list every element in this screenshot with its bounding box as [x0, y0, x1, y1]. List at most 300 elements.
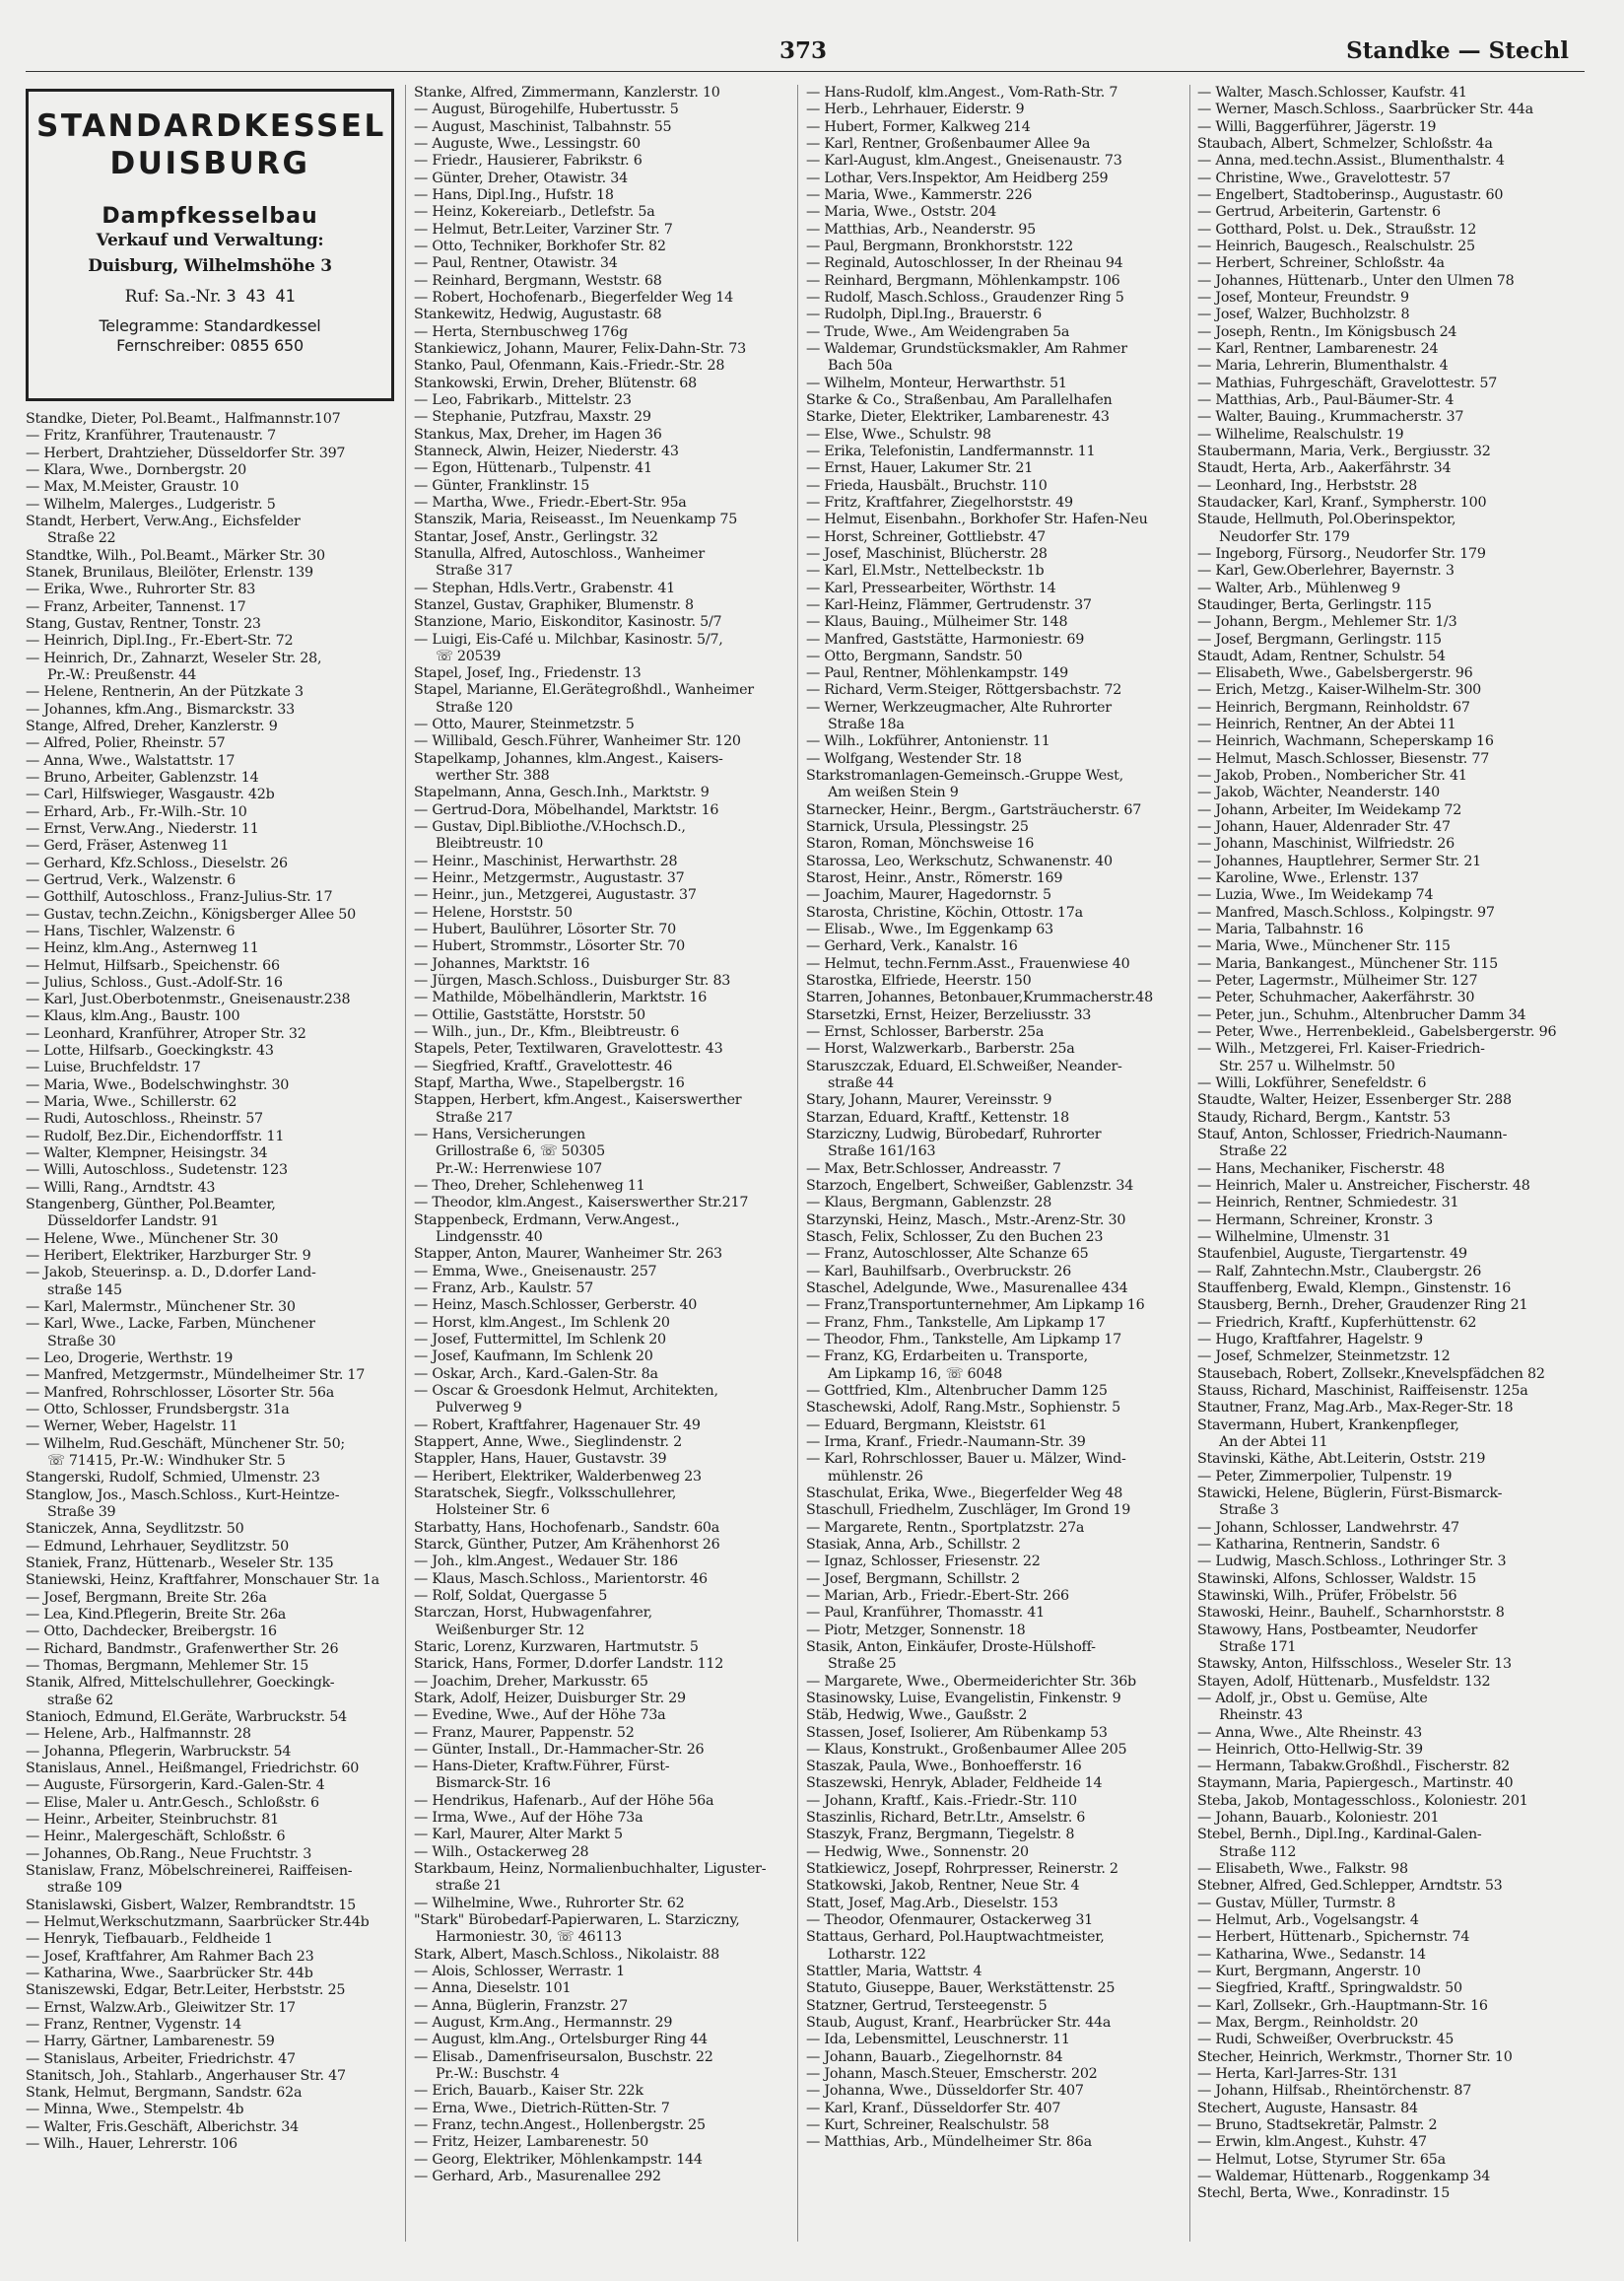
directory-entry: — Gertrud, Arbeiterin, Gartenstr. 6	[1197, 204, 1441, 221]
directory-entry: Stasiak, Anna, Arb., Schillstr. 2	[806, 1536, 1021, 1553]
directory-entry: Stappert, Anne, Wwe., Sieglindenstr. 2	[414, 1433, 682, 1450]
directory-entry: — Heinrich, Wachmann, Scheperskamp 16	[1197, 733, 1494, 750]
directory-entry: — Auguste, Wwe., Lessingstr. 60	[414, 135, 641, 152]
directory-entry: — Leo, Fabrikarb., Mittelstr. 23	[414, 391, 632, 408]
directory-entry: — Mathilde, Möbelhändlerin, Marktstr. 16	[414, 990, 708, 1006]
directory-entry: — Hans-Dieter, Kraftw.Führer, Fürst-	[414, 1759, 670, 1775]
directory-entry: Statkiewicz, Josepf, Rohrpresser, Reinerstr. 2	[806, 1861, 1118, 1878]
directory-entry: — Johann, Bergm., Mehlemer Str. 1/3	[1197, 614, 1457, 631]
directory-entry: — Karl, Pressearbeiter, Wörthstr. 14	[806, 580, 1056, 596]
directory-entry: Staniszewski, Edgar, Betr.Leiter, Herbststr. 25	[26, 1982, 346, 1999]
directory-entry: — Fritz, Heizer, Lambarenestr. 50	[414, 2134, 648, 2151]
directory-entry: — Anna, Wwe., Alte Rheinstr. 43	[1197, 1724, 1422, 1741]
directory-entry: — Reinhard, Bergmann, Weststr. 68	[414, 272, 662, 289]
directory-entry: — Siegfried, Kraftf., Springwaldstr. 50	[1197, 1980, 1462, 1997]
ad-phone-label: Ruf: Sa.-Nr.	[124, 286, 222, 307]
directory-entry: — Elisab., Damenfriseursalon, Buschstr. 22	[414, 2048, 713, 2065]
directory-entry: — Heinr., Malergeschäft, Schloßstr. 6	[26, 1829, 286, 1845]
directory-entry: — Else, Wwe., Schulstr. 98	[806, 426, 991, 443]
directory-entry: — Klaus, Konstrukt., Großenbaumer Allee 205	[806, 1741, 1127, 1758]
directory-entry: — Johannes, kfm.Ang., Bismarckstr. 33	[26, 701, 295, 718]
directory-entry: — Lothar, Vers.Inspektor, Am Heidberg 259	[806, 170, 1109, 186]
directory-entry: — Paul, Rentner, Otawistr. 34	[414, 255, 618, 272]
directory-entry: — Eduard, Bergmann, Kleiststr. 61	[806, 1417, 1048, 1433]
directory-entry-continuation: Str. 257 u. Wilhelmstr. 50	[1219, 1058, 1395, 1074]
directory-entry: — Margarete, Wwe., Obermeiderichter Str. 36b	[806, 1673, 1136, 1690]
directory-entry: — Fritz, Kraftfahrer, Ziegelhorststr. 49	[806, 494, 1073, 511]
directory-entry: — Joseph, Rentn., Im Königsbusch 24	[1197, 323, 1457, 340]
directory-entry: Standt, Herbert, Verw.Ang., Eichsfelder	[26, 513, 301, 529]
directory-entry: — Heinrich, Baugesch., Realschulstr. 25	[1197, 238, 1475, 254]
directory-entry: — Ignaz, Schlosser, Friesenstr. 22	[806, 1554, 1041, 1570]
directory-entry: — Auguste, Fürsorgerin, Kard.-Galen-Str. 4	[26, 1777, 325, 1794]
directory-entry-continuation: Pulverweg 9	[436, 1400, 522, 1417]
directory-entry: — Joachim, Dreher, Markusstr. 65	[414, 1673, 648, 1690]
directory-entry: Stauss, Richard, Maschinist, Raiffeisenstr. 125a	[1197, 1382, 1528, 1399]
directory-entry-continuation: Lindgensstr. 40	[436, 1228, 543, 1245]
directory-entry: Stawinski, Wilh., Prüfer, Fröbelstr. 56	[1197, 1587, 1457, 1604]
directory-entry: — Josef, Monteur, Freundstr. 9	[1197, 289, 1409, 306]
directory-entry: — Theodor, klm.Angest., Kaiserswerther Str.217	[414, 1195, 749, 1211]
directory-entry-continuation: Straße 39	[47, 1504, 116, 1520]
directory-entry: — Rudi, Autoschloss., Rheinstr. 57	[26, 1111, 263, 1128]
directory-entry: Standke, Dieter, Pol.Beamt., Halfmannstr.107	[26, 411, 341, 427]
directory-entry: Stapelkamp, Johannes, klm.Angest., Kaisers-	[414, 750, 723, 767]
directory-entry: — Harry, Gärtner, Lambarenestr. 59	[26, 2034, 275, 2050]
directory-entry: — Stanislaus, Arbeiter, Friedrichstr. 47	[26, 2050, 296, 2067]
directory-entry: Stantar, Josef, Anstr., Gerlingstr. 32	[414, 528, 658, 545]
directory-entry: Staszinlis, Richard, Betr.Ltr., Amselstr. 6	[806, 1810, 1086, 1827]
directory-entry: Stechert, Auguste, Hansastr. 84	[1197, 2100, 1418, 2116]
directory-entry: — Helmut,Werkschutzmann, Saarbrücker Str.44b	[26, 1913, 370, 1930]
directory-entry: — Katharina, Wwe., Sedanstr. 14	[1197, 1946, 1426, 1963]
directory-entry: — Richard, Bandmstr., Grafenwerther Str. 26	[26, 1640, 339, 1657]
directory-entry-continuation: Straße 161/163	[828, 1143, 936, 1160]
directory-entry: — Gertrud, Verk., Walzenstr. 6	[26, 871, 236, 888]
directory-entry: — Richard, Verm.Steiger, Röttgersbachstr. 72	[806, 682, 1122, 699]
directory-entry: — Alfred, Polier, Rheinstr. 57	[26, 735, 226, 752]
directory-entry: — Klaus, klm.Ang., Baustr. 100	[26, 1008, 240, 1025]
running-head: Standke — Stechl	[1346, 37, 1569, 64]
directory-entry: — Karl, Zollsekr., Grh.-Hauptmann-Str. 16	[1197, 1997, 1488, 2014]
directory-entry-continuation: straße 145	[47, 1281, 122, 1298]
directory-entry: Staub, August, Kranf., Hearbrücker Str. 44a	[806, 2015, 1112, 2032]
directory-entry: Stankiewicz, Johann, Maurer, Felix-Dahn-Str. 73	[414, 340, 746, 357]
directory-entry: — Helene, Wwe., Münchener Str. 30	[26, 1230, 279, 1247]
directory-entry: — Johann, Kraftf., Kais.-Friedr.-Str. 110	[806, 1792, 1077, 1809]
directory-entry: — Helmut, Masch.Schlosser, Biesenstr. 77	[1197, 750, 1490, 767]
directory-entry: Stawoski, Heinr., Bauhelf., Scharnhorststr. 8	[1197, 1605, 1505, 1622]
directory-entry: — Joh., klm.Angest., Wedauer Str. 186	[414, 1554, 678, 1570]
directory-entry: — Wilhelm, Malerges., Ludgeristr. 5	[26, 496, 276, 513]
directory-entry: — Walter, Masch.Schlosser, Kaufstr. 41	[1197, 85, 1467, 101]
ad-phone	[36, 286, 383, 307]
directory-entry: Stanzel, Gustav, Graphiker, Blumenstr. 8	[414, 596, 694, 613]
directory-entry: Stäb, Hedwig, Wwe., Gaußstr. 2	[806, 1707, 1028, 1724]
directory-entry: — Irma, Wwe., Auf der Höhe 73a	[414, 1810, 643, 1827]
directory-entry-continuation: Straße 112	[1219, 1843, 1297, 1860]
directory-entry: Stapf, Martha, Wwe., Stapelbergstr. 16	[414, 1075, 685, 1092]
directory-entry: — Minna, Wwe., Stempelstr. 4b	[26, 2102, 244, 2118]
directory-entry: — Paul, Rentner, Möhlenkampstr. 149	[806, 665, 1068, 682]
directory-entry: — Henryk, Tiefbauarb., Feldheide 1	[26, 1931, 273, 1948]
directory-entry: — Karl, Malermstr., Münchener Str. 30	[26, 1299, 296, 1316]
directory-entry: — Herbert, Hüttenarb., Spichernstr. 74	[1197, 1929, 1470, 1946]
advertisement-box	[26, 89, 394, 401]
directory-entry-continuation: Straße 317	[436, 563, 513, 580]
directory-entry: — Walter, Klempner, Heisingstr. 34	[26, 1145, 268, 1162]
directory-entry-continuation: Straße 22	[47, 530, 116, 547]
directory-entry: Staubermann, Maria, Verk., Bergiusstr. 32	[1197, 443, 1491, 459]
directory-entry: — Gottfried, Klm., Altenbrucher Damm 125	[806, 1382, 1108, 1399]
directory-entry: — Ernst, Schlosser, Barberstr. 25a	[806, 1024, 1045, 1041]
directory-entry: — Johann, Hilfsab., Rheintörchenstr. 87	[1197, 2083, 1472, 2100]
directory-entry: — Friedr., Hausierer, Fabrikstr. 6	[414, 153, 643, 170]
directory-entry: Stawinski, Alfons, Schlosser, Waldstr. 15	[1197, 1570, 1476, 1587]
directory-entry: Stavermann, Hubert, Krankenpfleger,	[1197, 1417, 1459, 1433]
directory-column-3	[806, 85, 1183, 2261]
directory-entry: — Johannes, Ob.Rang., Neue Fruchtstr. 3	[26, 1845, 312, 1862]
directory-entry: — Günter, Install., Dr.-Hammacher-Str. 26	[414, 1741, 705, 1758]
directory-entry: — Karl-Heinz, Flämmer, Gertrudenstr. 37	[806, 596, 1092, 613]
directory-entry: Staschel, Adelgunde, Wwe., Masurenallee 434	[806, 1279, 1128, 1296]
directory-entry: — Gotthard, Polst. u. Dek., Straußstr. 12	[1197, 221, 1477, 238]
directory-entry: — Hans, Tischler, Walzenstr. 6	[26, 923, 236, 939]
directory-entry: Stebner, Alfred, Ged.Schlepper, Arndtstr. 53	[1197, 1878, 1503, 1895]
directory-entry-continuation: ☏ 20539	[436, 648, 502, 664]
directory-entry: — Maria, Wwe., Oststr. 204	[806, 204, 997, 221]
directory-entry: Stasch, Felix, Schlosser, Zu den Buchen 23	[806, 1228, 1104, 1245]
directory-entry: — Willi, Rang., Arndtstr. 43	[26, 1179, 216, 1196]
directory-entry: — Wilhelmine, Wwe., Ruhrorter Str. 62	[414, 1895, 685, 1911]
directory-entry: — Oskar, Arch., Kard.-Galen-Str. 8a	[414, 1365, 658, 1382]
directory-entry: Stark, Albert, Masch.Schloss., Nikolaistr. 88	[414, 1946, 719, 1963]
directory-entry: Stanislaw, Franz, Möbelschreinerei, Raiffeisen-	[26, 1862, 353, 1879]
directory-entry: — Franz, Rentner, Vygenstr. 14	[26, 2016, 241, 2033]
directory-entry: Staubach, Albert, Schmelzer, Schloßstr. 4a	[1197, 135, 1493, 152]
directory-entry: — Oscar & Groesdonk Helmut, Architekten,	[414, 1382, 718, 1399]
directory-entry: — Josef, Schmelzer, Steinmetzstr. 12	[1197, 1348, 1451, 1365]
directory-entry: — Jakob, Steuerinsp. a. D., D.dorfer Land-	[26, 1265, 316, 1281]
directory-entry: — Gustav, Dipl.Bibliothe./V.Hochsch.D.,	[414, 819, 686, 836]
directory-entry: Staszak, Paula, Wwe., Bonhoefferstr. 16	[806, 1759, 1082, 1775]
directory-entry: — Klaus, Bauing., Mülheimer Str. 148	[806, 614, 1068, 631]
directory-entry: — Horst, Schreiner, Gottliebstr. 47	[806, 528, 1046, 545]
directory-entry: Starost, Heinr., Anstr., Römerstr. 169	[806, 870, 1063, 887]
directory-entry: — Waldemar, Grundstücksmakler, Am Rahmer	[806, 340, 1127, 357]
directory-entry: — Franz, Fhm., Tankstelle, Am Lipkamp 17	[806, 1314, 1106, 1331]
directory-entry: Stawowy, Hans, Postbeamter, Neudorfer	[1197, 1622, 1478, 1638]
directory-entry: — Carl, Hilfswieger, Wasgaustr. 42b	[26, 787, 275, 803]
directory-entry: — Wolfgang, Westender Str. 18	[806, 750, 1022, 767]
directory-entry: — Herbert, Drahtzieher, Düsseldorfer Str. 397	[26, 445, 346, 461]
directory-entry: — Reinhard, Bergmann, Möhlenkampstr. 106	[806, 272, 1120, 289]
directory-entry: Staudt, Adam, Rentner, Schulstr. 54	[1197, 648, 1446, 664]
directory-entry-continuation: Pr.-W.: Preußenstr. 44	[47, 666, 197, 683]
directory-entry: — Hans-Rudolf, klm.Angest., Vom-Rath-Str. 7	[806, 85, 1118, 101]
directory-entry: — Egon, Hüttenarb., Tulpenstr. 41	[414, 460, 652, 477]
directory-entry: — Horst, Walzwerkarb., Barberstr. 25a	[806, 1041, 1075, 1058]
directory-entry: — Gustav, techn.Zeichn., Königsberger Allee 50	[26, 906, 356, 923]
directory-entry: — Irma, Kranf., Friedr.-Naumann-Str. 39	[806, 1433, 1086, 1450]
directory-entry: — Karl, Gew.Oberlehrer, Bayernstr. 3	[1197, 563, 1455, 580]
directory-entry: Stankus, Max, Dreher, im Hagen 36	[414, 426, 662, 443]
directory-entry: — Elise, Maler u. Antr.Gesch., Schloßstr. 6	[26, 1794, 319, 1811]
directory-entry: — Joachim, Maurer, Hagedornstr. 5	[806, 887, 1051, 904]
directory-entry: Stechl, Berta, Wwe., Konradinstr. 15	[1197, 2185, 1451, 2202]
directory-entry: — Heinr., Arbeiter, Steinbruchstr. 81	[26, 1811, 279, 1828]
directory-entry: Stausberg, Bernh., Dreher, Graudenzer Ring 21	[1197, 1297, 1528, 1314]
directory-entry: — Lea, Kind.Pflegerin, Breite Str. 26a	[26, 1606, 287, 1623]
directory-entry: — Siegfried, Kraftf., Gravelottestr. 46	[414, 1058, 673, 1074]
directory-entry: Stanneck, Alwin, Heizer, Niederstr. 43	[414, 443, 679, 459]
directory-entry: — Heinrich, Maler u. Anstreicher, Fischerstr. 48	[1197, 1178, 1530, 1194]
directory-entry: — Maria, Wwe., Bodelschwinghstr. 30	[26, 1076, 290, 1093]
directory-entry: Stanislawski, Gisbert, Walzer, Rembrandtstr. 15	[26, 1897, 356, 1913]
directory-entry: — Otto, Techniker, Borkhofer Str. 82	[414, 238, 666, 254]
directory-entry: — Luise, Bruchfeldstr. 17	[26, 1060, 201, 1076]
directory-entry: Staric, Lorenz, Kurzwaren, Hartmutstr. 5	[414, 1638, 699, 1655]
directory-entry: — Heinrich, Rentner, Schmiedestr. 31	[1197, 1195, 1459, 1211]
directory-entry-continuation: Holsteiner Str. 6	[436, 1502, 550, 1519]
directory-entry: — Otto, Dachdecker, Breibergstr. 16	[26, 1624, 277, 1640]
directory-entry: Stanislaus, Annel., Heißmangel, Friedrichstr. 60	[26, 1760, 360, 1776]
directory-entry: — Josef, Walzer, Buchholzstr. 8	[1197, 307, 1410, 323]
ad-telex: Fernschreiber: 0855 650	[116, 335, 304, 355]
directory-entry: Stebel, Bernh., Dipl.Ing., Kardinal-Galen-	[1197, 1827, 1482, 1843]
directory-entry: — Helene, Rentnerin, An der Pützkate 3	[26, 684, 304, 701]
directory-entry: Stangenberg, Günther, Pol.Beamter,	[26, 1197, 276, 1213]
directory-entry: — Heinrich, Bergmann, Reinholdstr. 67	[1197, 699, 1470, 716]
directory-entry: Staniczek, Anna, Seydlitzstr. 50	[26, 1521, 244, 1538]
directory-entry: Stanek, Brunilaus, Bleilöter, Erlenstr. 139	[26, 564, 313, 581]
directory-entry: — Karl, Just.Oberbotenmstr., Gneisenaustr.238	[26, 992, 351, 1008]
directory-entry: — Erwin, klm.Angest., Kuhstr. 47	[1197, 2134, 1427, 2151]
directory-entry: — Heinrich, Rentner, An der Abtei 11	[1197, 717, 1456, 733]
directory-entry: Starostka, Elfriede, Heerstr. 150	[806, 973, 1032, 990]
directory-entry: — Emma, Wwe., Gneisenaustr. 257	[414, 1263, 657, 1279]
directory-entry: — Johann, Arbeiter, Im Weidekamp 72	[1197, 801, 1462, 818]
ad-phone-number: 3 43 41	[226, 286, 296, 307]
directory-entry: — Kurt, Bergmann, Angerstr. 10	[1197, 1964, 1421, 1980]
directory-entry: — Peter, Schuhmacher, Aakerfährstr. 30	[1197, 990, 1475, 1006]
directory-entry: — Johanna, Wwe., Düsseldorfer Str. 407	[806, 2083, 1084, 2100]
directory-entry: — Christine, Wwe., Gravelottestr. 57	[1197, 170, 1451, 186]
directory-entry: — Josef, Bergmann, Gerlingstr. 115	[1197, 631, 1442, 648]
directory-entry: Statkowski, Jakob, Rentner, Neue Str. 4	[806, 1878, 1080, 1895]
directory-entry: — Theodor, Fhm., Tankstelle, Am Lipkamp 17	[806, 1331, 1121, 1348]
directory-entry: — Josef, Kaufmann, Im Schlenk 20	[414, 1348, 653, 1365]
directory-entry: — Matthias, Arb., Mündelheimer Str. 86a	[806, 2134, 1092, 2151]
directory-entry: — Hermann, Tabakw.Großhdl., Fischerstr. 82	[1197, 1759, 1511, 1775]
directory-entry: — Johann, Masch.Steuer, Emscherstr. 202	[806, 2066, 1098, 2083]
directory-entry: — Helene, Horststr. 50	[414, 904, 573, 921]
directory-entry: — Walter, Fris.Geschäft, Alberichstr. 34	[26, 2118, 299, 2135]
directory-entry: Stayen, Adolf, Hüttenarb., Musfeldstr. 132	[1197, 1673, 1491, 1690]
entry-list	[1197, 85, 1580, 2203]
directory-entry: Staudy, Richard, Bergm., Kantstr. 53	[1197, 1109, 1451, 1126]
directory-entry: — Jakob, Proben., Nombericher Str. 41	[1197, 768, 1467, 785]
directory-entry-continuation: Straße 217	[436, 1109, 513, 1126]
directory-entry-continuation: straße 21	[436, 1878, 502, 1895]
directory-entry: — Lotte, Hilfsarb., Goeckingkstr. 43	[26, 1043, 274, 1060]
directory-entry: Stapelmann, Anna, Gesch.Inh., Marktstr. 9	[414, 785, 710, 801]
directory-entry: Stanioch, Edmund, El.Geräte, Warbruckstr. 54	[26, 1708, 347, 1725]
directory-entry: — Elisabeth, Wwe., Falkstr. 98	[1197, 1861, 1408, 1878]
directory-entry: — Erich, Metzg., Kaiser-Wilhelm-Str. 300	[1197, 682, 1482, 699]
directory-entry: — Leonhard, Ing., Herbststr. 28	[1197, 477, 1417, 494]
directory-entry: — Ernst, Hauer, Lakumer Str. 21	[806, 460, 1034, 477]
directory-entry-continuation: Pr.-W.: Buschstr. 4	[436, 2066, 560, 2083]
directory-entry: Starzynski, Heinz, Masch., Mstr.-Arenz-Str. 30	[806, 1211, 1126, 1228]
directory-entry: — Ernst, Verw.Ang., Niederstr. 11	[26, 820, 259, 837]
directory-entry: — Heinr., Metzgermstr., Augustastr. 37	[414, 870, 685, 887]
directory-entry: — Ottilie, Gaststätte, Horststr. 50	[414, 1006, 645, 1023]
directory-entry-continuation: Straße 18a	[828, 717, 905, 733]
directory-entry: — Willibald, Gesch.Führer, Wanheimer Str. 120	[414, 733, 741, 750]
directory-entry: — Max, Bergm., Reinholdstr. 20	[1197, 2015, 1418, 2032]
ad-address: Duisburg, Wilhelmshöhe 3	[88, 255, 332, 276]
directory-entry: — Franz,Transportunternehmer, Am Lipkamp 16	[806, 1297, 1145, 1314]
directory-entry: — Gerhard, Arb., Masurenallee 292	[414, 2169, 661, 2185]
directory-entry: Stange, Alfred, Dreher, Kanzlerstr. 9	[26, 718, 278, 734]
directory-entry: Staudte, Walter, Heizer, Essenberger Str. 288	[1197, 1092, 1512, 1109]
directory-entry-continuation: Straße 22	[1219, 1143, 1288, 1160]
directory-entry: — Elisab., Wwe., Im Eggenkamp 63	[806, 922, 1053, 938]
directory-column-1	[26, 85, 398, 2261]
directory-entry: — Wilh., Hauer, Lehrerstr. 106	[26, 2136, 237, 2153]
ad-office-label: Verkauf und Verwaltung:	[96, 231, 324, 251]
directory-entry: — Stephan, Hdls.Vertr., Grabenstr. 41	[414, 580, 676, 596]
directory-entry: — Rudolph, Dipl.Ing., Brauerstr. 6	[806, 307, 1042, 323]
ad-service: Dampfkesselbau	[102, 204, 318, 229]
directory-entry: — Johann, Bauarb., Ziegelhornstr. 84	[806, 2048, 1063, 2065]
directory-entry: Starke & Co., Straßenbau, Am Parallelhafen	[806, 391, 1113, 408]
directory-entry: — Robert, Kraftfahrer, Hagenauer Str. 49	[414, 1417, 701, 1433]
directory-entry: Starosta, Christine, Köchin, Ottostr. 17a	[806, 904, 1083, 921]
directory-entry: — Erika, Wwe., Ruhrorter Str. 83	[26, 582, 256, 598]
directory-entry: Stecher, Heinrich, Werkmstr., Thorner Str. 10	[1197, 2048, 1513, 2065]
directory-entry: Staudt, Herta, Arb., Aakerfährstr. 34	[1197, 460, 1452, 477]
directory-entry: — Erna, Wwe., Dietrich-Rütten-Str. 7	[414, 2100, 670, 2116]
directory-entry: Starzoch, Engelbert, Schweißer, Gablenzstr. 34	[806, 1178, 1134, 1194]
directory-entry: — Luzia, Wwe., Im Weidekamp 74	[1197, 887, 1434, 904]
directory-entry: — Wilh., jun., Dr., Kfm., Bleibtreustr. 6	[414, 1024, 680, 1041]
directory-entry: — Josef, Maschinist, Blücherstr. 28	[806, 545, 1048, 562]
directory-entry-continuation: Rheinstr. 43	[1219, 1707, 1303, 1724]
header-rule	[26, 71, 1585, 72]
directory-entry: Starke, Dieter, Elektriker, Lambarenestr. 43	[806, 409, 1110, 426]
directory-entry: — Peter, jun., Schuhm., Altenbrucher Damm 34	[1197, 1006, 1526, 1023]
directory-entry: Staszewski, Henryk, Ablader, Feldheide 14	[806, 1775, 1103, 1792]
directory-entry: — Robert, Hochofenarb., Biegerfelder Weg 14	[414, 289, 733, 306]
directory-entry: — Johannes, Hauptlehrer, Sermer Str. 21	[1197, 853, 1482, 869]
directory-entry: "Stark" Bürobedarf-Papierwaren, L. Starziczny,	[414, 1912, 740, 1929]
directory-entry: — Erich, Bauarb., Kaiser Str. 22k	[414, 2083, 643, 2100]
directory-entry: — Erhard, Arb., Fr.-Wilh.-Str. 10	[26, 803, 247, 820]
directory-entry: — Stephanie, Putzfrau, Maxstr. 29	[414, 409, 651, 426]
directory-entry: Stanszik, Maria, Reiseasst., Im Neuenkamp 75	[414, 512, 738, 528]
directory-entry: — Leonhard, Kranführer, Atroper Str. 32	[26, 1025, 306, 1042]
directory-entry-continuation: ☏ 71415, Pr.-W.: Windhuker Str. 5	[47, 1453, 286, 1470]
directory-entry: — Jakob, Wächter, Neanderstr. 140	[1197, 785, 1440, 801]
directory-entry: Stank, Helmut, Bergmann, Sandstr. 62a	[26, 2085, 303, 2102]
directory-entry: — Maria, Wwe., Kammerstr. 226	[806, 186, 1033, 203]
directory-entry: — Mathias, Fuhrgeschäft, Gravelottestr. 57	[1197, 375, 1498, 391]
directory-entry: Stausebach, Robert, Zollsekr.,Knevelspfädchen 82	[1197, 1365, 1545, 1382]
directory-entry: — Rudolf, Masch.Schloss., Graudenzer Ring 5	[806, 289, 1124, 306]
directory-entry: Stanko, Paul, Ofenmann, Kais.-Friedr.-Str. 28	[414, 358, 725, 375]
directory-entry: — Otto, Schlosser, Frundsbergstr. 31a	[26, 1402, 290, 1418]
directory-entry: — Engelbert, Stadtoberinsp., Augustastr. 60	[1197, 186, 1504, 203]
directory-entry: — Evedine, Wwe., Auf der Höhe 73a	[414, 1707, 666, 1724]
directory-entry: — Hendrikus, Hafenarb., Auf der Höhe 56a	[414, 1792, 714, 1809]
directory-entry: — Rudi, Schweißer, Overbruckstr. 45	[1197, 2032, 1455, 2048]
directory-entry: Statuto, Giuseppe, Bauer, Werkstättenstr. 25	[806, 1980, 1116, 1997]
directory-entry: — Matthias, Arb., Neanderstr. 95	[806, 221, 1036, 238]
directory-entry: Stavinski, Käthe, Abt.Leiterin, Oststr. 219	[1197, 1451, 1486, 1468]
directory-entry: — August, klm.Ang., Ortelsburger Ring 44	[414, 2032, 708, 2048]
directory-entry: Stasik, Anton, Einkäufer, Droste-Hülshoff-	[806, 1638, 1096, 1655]
directory-entry: — Willi, Baggerführer, Jägerstr. 19	[1197, 118, 1437, 135]
directory-entry: — Johannes, Hüttenarb., Unter den Ulmen 78	[1197, 272, 1515, 289]
directory-entry-continuation: Harmoniestr. 30, ☏ 46113	[436, 1929, 622, 1946]
ad-telegram: Telegramme: Standardkessel	[99, 316, 321, 336]
directory-entry: Starkstromanlagen-Gemeinsch.-Gruppe West,	[806, 768, 1123, 785]
directory-entry: — Hedwig, Wwe., Sonnenstr. 20	[806, 1843, 1029, 1860]
directory-entry: — Karl, Wwe., Lacke, Farben, Münchener	[26, 1316, 315, 1333]
directory-entry: — Piotr, Metzger, Sonnenstr. 18	[806, 1622, 1026, 1638]
directory-entry: — Margarete, Rentn., Sportplatzstr. 27a	[806, 1519, 1085, 1536]
directory-entry: Staudacker, Karl, Kranf., Sympherstr. 100	[1197, 494, 1487, 511]
directory-entry: — Karl, Rohrschlosser, Bauer u. Mälzer, Wind-	[806, 1451, 1126, 1468]
directory-entry: Staniek, Franz, Hüttenarb., Weseler Str. 135	[26, 1555, 334, 1571]
directory-entry: — Heinrich, Otto-Hellwig-Str. 39	[1197, 1741, 1423, 1758]
directory-entry: — Franz, Arbeiter, Tannenst. 17	[26, 598, 246, 615]
directory-entry: — Franz, Maurer, Pappenstr. 52	[414, 1724, 635, 1741]
directory-entry: — Karl, Bauhilfsarb., Overbruckstr. 26	[806, 1263, 1071, 1279]
directory-entry: — Helmut, Betr.Leiter, Varziner Str. 7	[414, 221, 673, 238]
directory-entry-continuation: Straße 171	[1219, 1638, 1297, 1655]
directory-entry: — Helmut, Eisenbahn., Borkhofer Str. Hafen-Neu	[806, 512, 1148, 528]
directory-entry: — Franz, Arb., Kaulstr. 57	[414, 1279, 594, 1296]
directory-entry: — Gerhard, Verk., Kanalstr. 16	[806, 938, 1018, 955]
directory-entry: — Hans, Mechaniker, Fischerstr. 48	[1197, 1160, 1446, 1177]
directory-entry: Stautner, Franz, Mag.Arb., Max-Reger-Str. 18	[1197, 1400, 1514, 1417]
directory-entry: Starnick, Ursula, Plessingstr. 25	[806, 819, 1029, 836]
directory-entry: Stanik, Alfred, Mittelschullehrer, Goeckingk-	[26, 1675, 335, 1692]
directory-entry: — Josef, Bergmann, Breite Str. 26a	[26, 1589, 267, 1606]
directory-entry: — Maria, Bankangest., Münchener Str. 115	[1197, 955, 1498, 972]
directory-entry: — Herb., Lehrhauer, Eiderstr. 9	[806, 102, 1025, 118]
directory-entry: Stassen, Josef, Isolierer, Am Rübenkamp 53	[806, 1724, 1108, 1741]
directory-entry: Staude, Hellmuth, Pol.Oberinspektor,	[1197, 512, 1456, 528]
directory-entry: — Herta, Sternbuschweg 176g	[414, 323, 629, 340]
directory-entry: — Manfred, Rohrschlosser, Lösorter Str. 56a	[26, 1384, 334, 1401]
directory-entry: — Thomas, Bergmann, Mehlemer Str. 15	[26, 1657, 309, 1674]
directory-entry-continuation: Bleibtreustr. 10	[436, 836, 544, 853]
directory-entry: — Fritz, Kranführer, Trautenaustr. 7	[26, 428, 276, 445]
directory-entry: — Karl, Rentner, Lambarenestr. 24	[1197, 340, 1439, 357]
directory-entry: — Anna, Wwe., Walstattstr. 17	[26, 752, 236, 769]
directory-entry: — Karl, Rentner, Großenbaumer Allee 9a	[806, 135, 1091, 152]
directory-entry: — Gotthilf, Autoschloss., Franz-Julius-Str. 17	[26, 889, 333, 906]
directory-entry: — Heinz, Masch.Schlosser, Gerberstr. 40	[414, 1297, 698, 1314]
directory-entry: — Hubert, Baulührer, Lösorter Str. 70	[414, 922, 676, 938]
directory-entry: — Werner, Weber, Hagelstr. 11	[26, 1418, 238, 1435]
directory-entry: — Maria, Wwe., Münchener Str. 115	[1197, 938, 1451, 955]
directory-entry: Starck, Günther, Putzer, Am Krähenhorst 26	[414, 1536, 720, 1553]
